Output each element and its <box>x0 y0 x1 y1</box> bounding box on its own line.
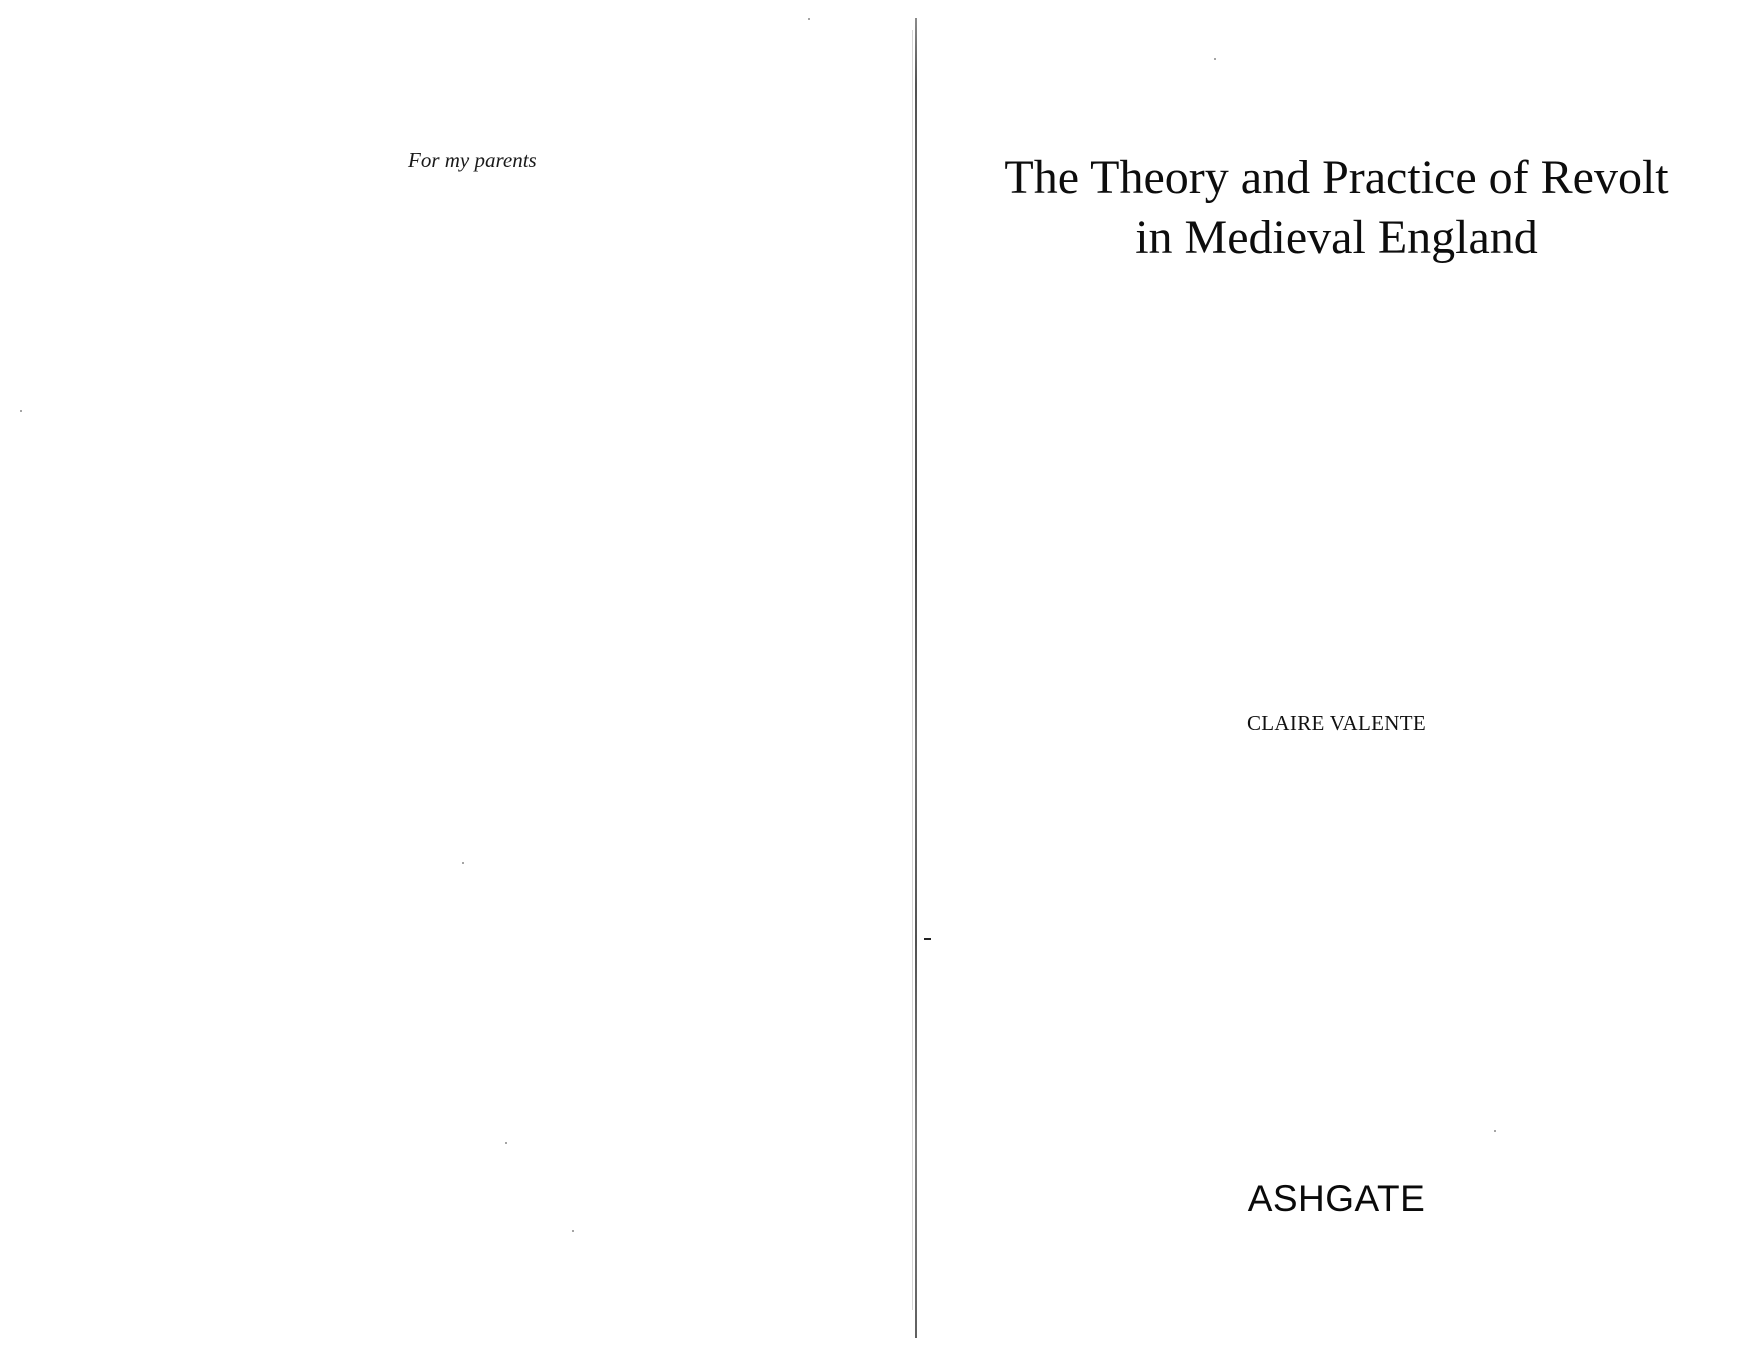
scan-speck <box>505 1142 507 1144</box>
scan-speck <box>1494 1130 1496 1132</box>
publisher-name: ASHGATE <box>1247 1178 1426 1219</box>
scan-speck <box>1214 58 1216 60</box>
book-title-line-1: The Theory and Practice of Revolt <box>1004 151 1669 204</box>
scan-speck <box>572 1230 574 1232</box>
dedication-text: For my parents <box>408 148 537 172</box>
scan-speck <box>20 410 22 412</box>
scan-speck <box>808 18 810 20</box>
book-title <box>918 148 1755 268</box>
scan-speck <box>462 862 464 864</box>
title-page <box>918 0 1755 1353</box>
binding-gutter <box>915 18 917 1338</box>
gutter-shadow <box>912 30 913 1310</box>
author-name: CLAIRE VALENTE <box>1247 711 1426 735</box>
book-title-line-2: in Medieval England <box>1135 211 1538 264</box>
